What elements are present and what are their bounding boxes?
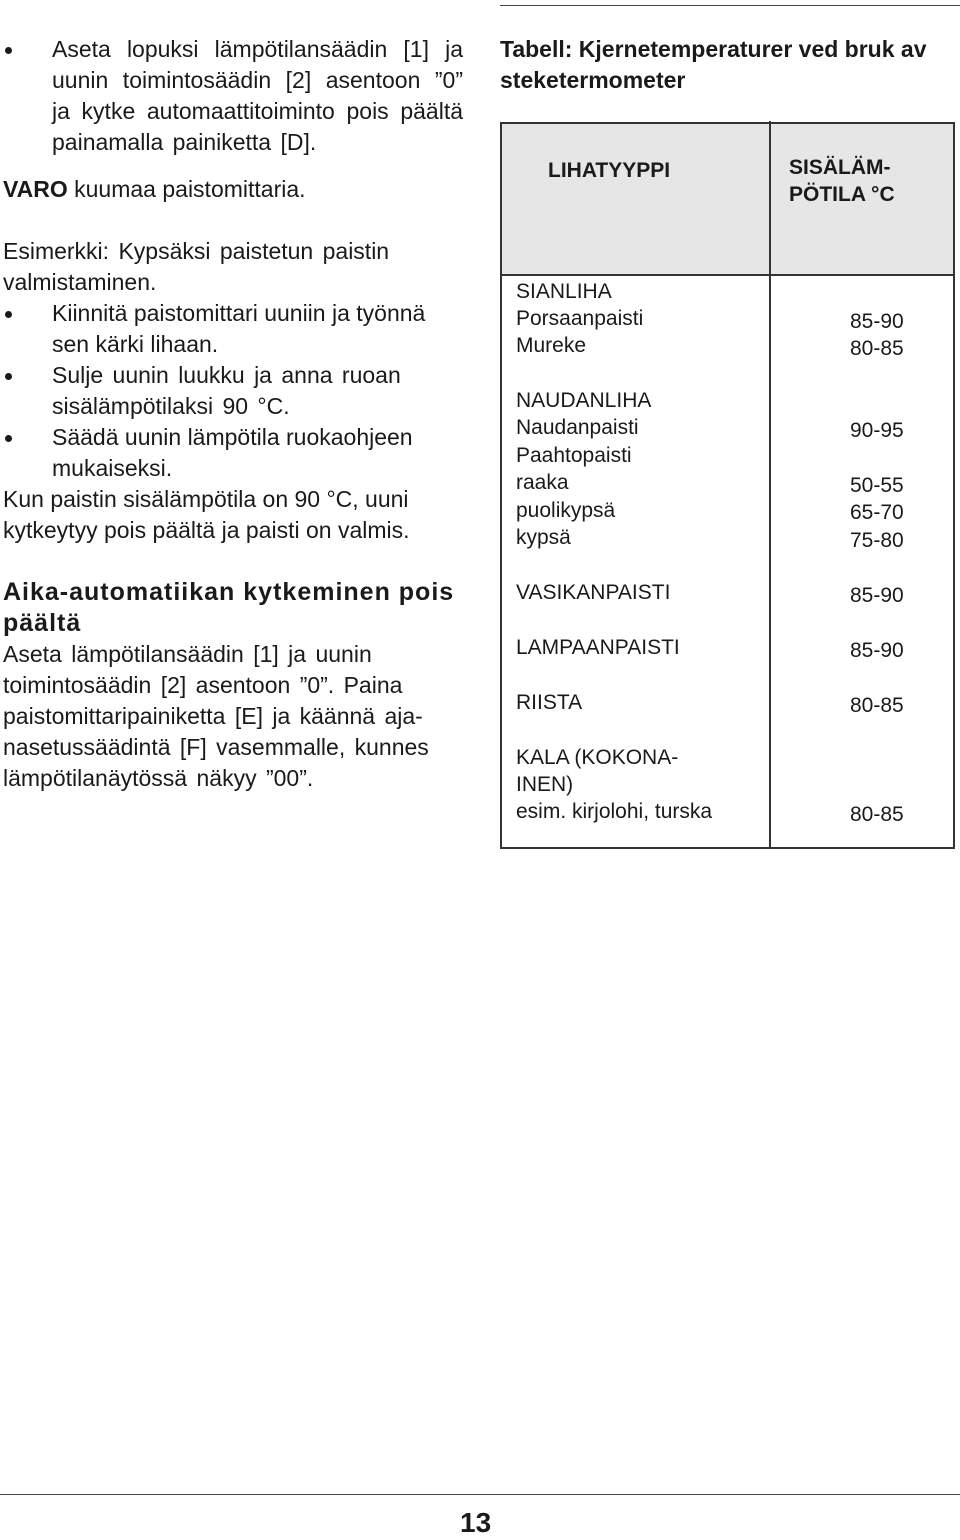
column-divider — [769, 121, 771, 848]
section-text: Aseta lämpötilansäädin [1] ja uunin toimintosäädin [2] asentoon ”0”. Paina paistomittaripainiketta [E] ja käännä aja-nasetussäädintä [F] vasemmalle, kunnes lämpötilanäytössä näkyy ”00”. — [3, 641, 429, 791]
table-cell-type: NAUDANLIHA — [516, 389, 652, 412]
table-cell-type: Porsaanpaisti — [516, 307, 644, 330]
example-intro: Esimerkki: Kypsäksi paistetun paistin valmistaminen. — [3, 238, 390, 295]
temperature-table — [500, 122, 955, 849]
table-title: Tabell: Kjernetemperaturer ved bruk av steketermometer — [500, 36, 927, 93]
table-cell-type: raaka — [516, 471, 569, 494]
table-cell-type: esim. kirjolohi, turska — [516, 800, 713, 823]
table-cell-type: INEN) — [516, 773, 574, 796]
table-cell-temp: 65-70 — [850, 501, 904, 524]
left-column — [3, 34, 463, 794]
table-cell-temp: 50-55 — [850, 474, 904, 497]
table-cell-temp: 75-80 — [850, 529, 904, 552]
table-cell-temp: 80-85 — [850, 694, 904, 717]
section-heading: Aika-automatiikan kytkeminen pois päältä — [3, 578, 455, 637]
table-cell-temp: 85-90 — [850, 310, 904, 333]
example-step: Säädä uunin lämpötila ruokaohjeen mukaiseksi. — [3, 422, 463, 484]
warning-label: VARO — [3, 176, 68, 202]
instruction-bullet: Aseta lopuksi lämpötilansäädin [1] ja uunin toimintosäädin [2] asentoon ”0” ja kytke automaattitoiminto pois päältä painamalla painiketta [D]. — [3, 34, 463, 158]
table-cell-temp: 80-85 — [850, 803, 904, 826]
table-cell-temp: 85-90 — [850, 639, 904, 662]
header-core-temp-line1: SISÄLÄM- — [789, 156, 891, 179]
top-rule — [500, 5, 960, 6]
table-cell-type: RIISTA — [516, 691, 583, 714]
example-outro: Kun paistin sisälämpötila on 90 °C, uuni kytkeytyy pois päältä ja paisti on valmis. — [3, 486, 410, 543]
table-cell-type: Mureke — [516, 334, 587, 357]
header-core-temp — [789, 154, 929, 208]
page-number: 13 — [460, 1507, 492, 1538]
table-cell-type: Naudanpaisti — [516, 416, 639, 439]
table-cell-temp: 85-90 — [850, 584, 904, 607]
table-cell-type: SIANLIHA — [516, 280, 612, 303]
table-cell-type: puolikypsä — [516, 499, 616, 522]
table-cell-type: VASIKANPAISTI — [516, 581, 671, 604]
example-step: Kiinnitä paistomittari uuniin ja työnnä sen kärki lihaan. — [3, 298, 463, 360]
warning-text — [3, 174, 463, 205]
header-core-temp-line2: PÖTILA °C — [789, 183, 895, 206]
header-meat-type: LIHATYYPPI — [548, 159, 671, 182]
table-cell-temp: 80-85 — [850, 337, 904, 360]
table-header — [502, 124, 953, 276]
warning-message: kuumaa paistomittaria. — [67, 176, 306, 202]
example-step: Sulje uunin luukku ja anna ruoan sisälämpötilaksi 90 °C. — [3, 360, 463, 422]
table-cell-type: LAMPAANPAISTI — [516, 636, 680, 659]
bottom-rule — [0, 1494, 960, 1495]
table-cell-type: Paahtopaisti — [516, 444, 632, 467]
table-cell-type: KALA (KOKONA- — [516, 746, 679, 769]
table-cell-temp: 90-95 — [850, 419, 904, 442]
table-cell-type: kypsä — [516, 526, 571, 549]
